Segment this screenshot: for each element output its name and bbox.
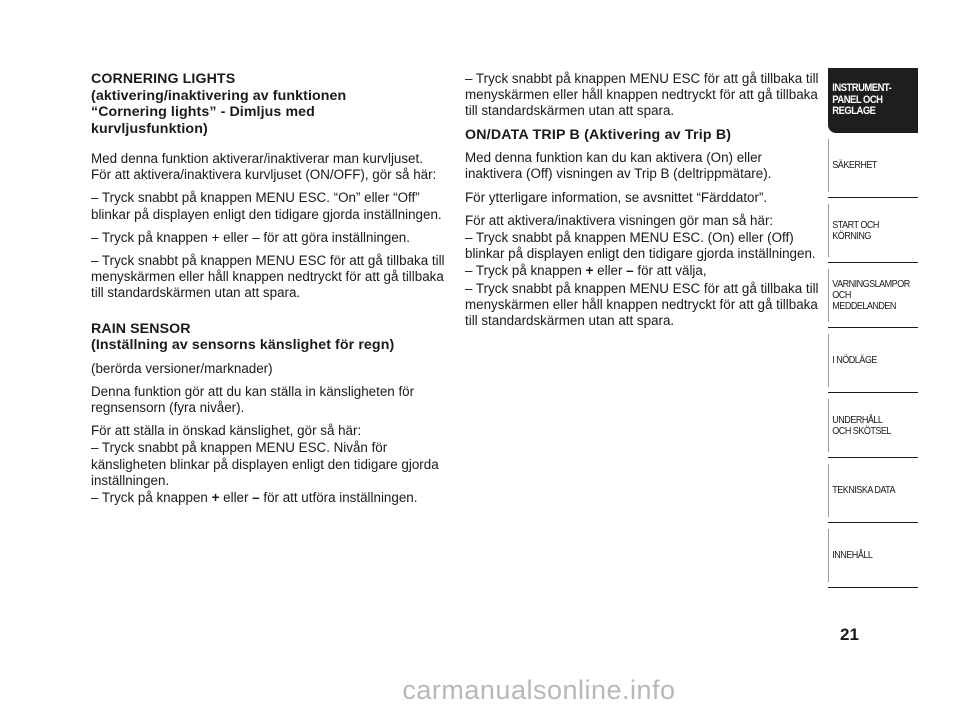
cornering-step-2: – Tryck på knappen + eller – för att göra inställningen.: [91, 229, 410, 245]
rain-intro: Denna funktion gör att du kan ställa in känsligheten för regnsensorn (fyra nivåer).: [91, 383, 415, 416]
cornering-heading-line: CORNERING LIGHTS: [91, 71, 236, 87]
tab-tekniska-data[interactable]: [828, 458, 918, 523]
cornering-step-1: – Tryck snabbt på knappen MENU ESC. “On” eller “Off” blinkar på displayen enligt den tidigare gjorda inställningen.: [91, 190, 442, 222]
rain-step-2: [91, 490, 445, 506]
trip-more-info: För ytterligare information, se avsnittet “Färddator”.: [465, 189, 768, 205]
trip-intro: Med denna funktion kan du kan aktivera (On) eller inaktivera (Off) visningen av Trip B (deltrippmätare).: [465, 150, 772, 182]
text: för att utföra inställningen.: [259, 490, 418, 506]
trip-heading: ON/DATA TRIP B (Aktivering av Trip B): [465, 126, 732, 143]
rain-heading: [91, 321, 445, 354]
right-column: [465, 71, 819, 336]
trip-step-3: – Tryck snabbt på knappen MENU ESC för att gå tillbaka till menyskärmen eller håll knappen nedtryckt för att gå tillbaka till standardskärmen utan att spara.: [465, 280, 819, 328]
minus-symbol: –: [626, 263, 634, 279]
text: – Tryck på knappen: [91, 490, 212, 506]
cornering-heading-line: (aktivering/inaktivering av funktionen: [91, 87, 347, 104]
tab-i-nodlage[interactable]: [828, 328, 918, 393]
tab-label: TEKNISKA DATA: [832, 484, 896, 496]
rain-step-1: – Tryck snabbt på knappen MENU ESC. Nivån för känsligheten blinkar på displayen enligt den tidigare gjorda inställningen.: [91, 440, 439, 488]
trip-step-1: – Tryck snabbt på knappen MENU ESC. (On) eller (Off) blinkar på displayen enligt den tidigare gjorda inställningen.: [465, 229, 816, 262]
tab-innehall[interactable]: [828, 523, 918, 588]
left-column: [91, 71, 445, 513]
plus-symbol: +: [211, 490, 220, 506]
rain-heading-line: (Inställning av sensorns känslighet för regn): [91, 337, 395, 354]
continued-step: – Tryck snabbt på knappen MENU ESC för att gå tillbaka till menyskärmen eller håll knappen nedtryckt för att gå tillbaka till standardskärmen utan att spara.: [465, 71, 819, 119]
plus-symbol: +: [585, 263, 594, 279]
cornering-intro: Med denna funktion aktiverar/inaktiverar man kurvljuset. För att aktivera/inaktivera kurvljuset (ON/OFF), gör så här:: [91, 151, 437, 183]
tab-label: VARNINGSLAMPOR OCH MEDDELANDEN: [832, 278, 910, 312]
page-number: 21: [840, 625, 859, 644]
tab-label: UNDERHÅLL OCH SKÖTSEL: [832, 413, 891, 437]
minus-symbol: –: [252, 490, 260, 506]
tab-sakerhet[interactable]: [828, 133, 918, 198]
cornering-step-3: – Tryck snabbt på knappen MENU ESC för att gå tillbaka till menyskärmen eller håll knappen nedtryckt för att gå tillbaka till standardskärmen utan att spara.: [91, 253, 445, 301]
tab-label: INSTRUMENT- PANEL OCH REGLAGE: [832, 82, 892, 118]
tab-instrumentpanel[interactable]: [828, 68, 918, 133]
cornering-heading: [91, 71, 445, 137]
rain-how: För att ställa in önskad känslighet, gör så här:: [91, 423, 362, 439]
tab-label: START OCH KÖRNING: [832, 218, 879, 242]
trip-how: För att aktivera/inaktivera visningen gör man så här:: [465, 212, 774, 228]
watermark: carmanualsonline.info: [402, 675, 676, 705]
cornering-heading-line: kurvljusfunktion): [91, 120, 208, 137]
tab-label: SÄKERHET: [832, 159, 877, 171]
tab-label: INNEHÅLL: [832, 549, 873, 561]
text: eller: [593, 263, 627, 279]
rain-subtitle: (berörda versioner/marknader): [91, 360, 273, 376]
cornering-heading-line: “Cornering lights” - Dimljus med: [91, 104, 315, 120]
text: – Tryck på knappen: [465, 263, 586, 279]
section-tabs: [828, 68, 918, 588]
text: eller: [219, 490, 253, 506]
tab-label: I NÖDLÄGE: [832, 354, 877, 366]
tab-varningslampor[interactable]: [828, 263, 918, 328]
text: för att välja,: [633, 263, 707, 279]
tab-start-och-korning[interactable]: [828, 198, 918, 263]
tab-underhall[interactable]: [828, 393, 918, 458]
trip-step-2: [465, 263, 819, 279]
rain-heading-line: RAIN SENSOR: [91, 320, 191, 337]
